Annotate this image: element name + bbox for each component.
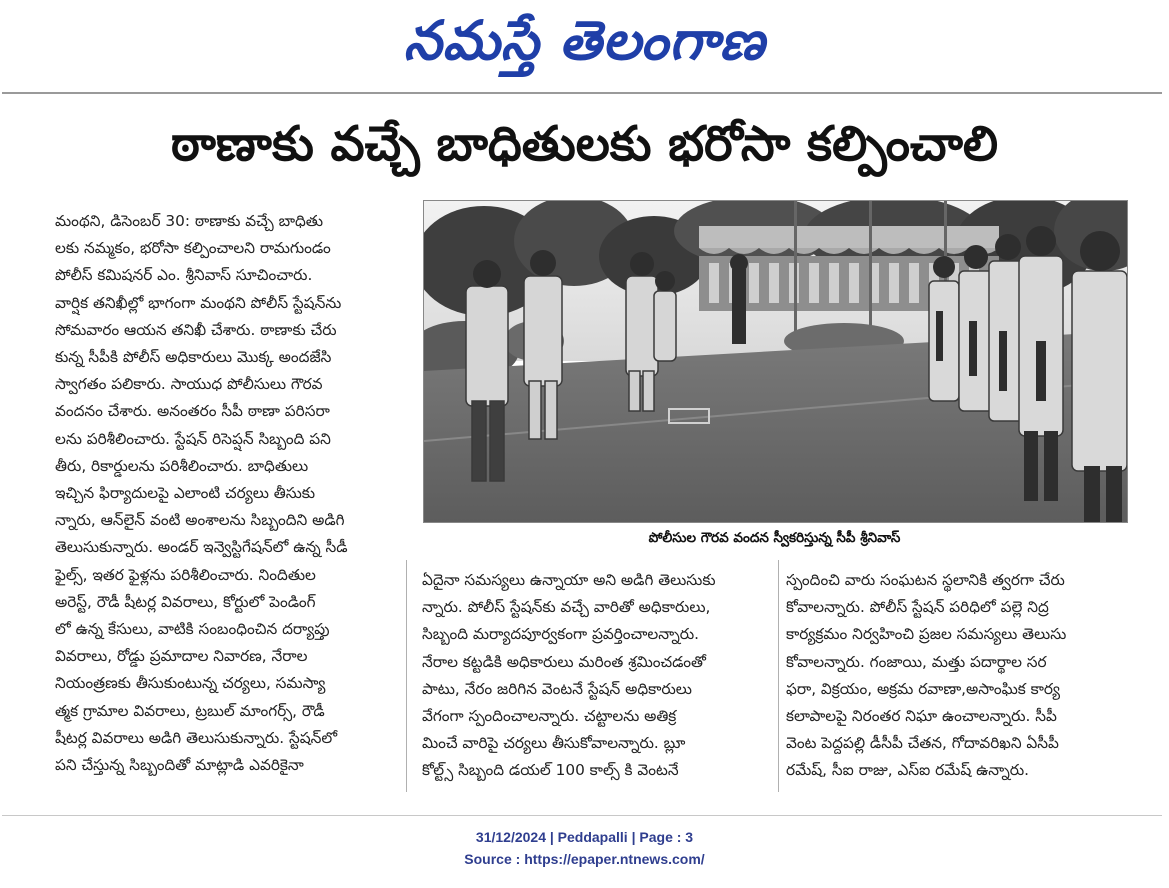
- footer-source-link[interactable]: Source : https://epaper.ntnews.com/: [464, 851, 705, 867]
- article-text-line: స్పందించి వారు సంఘటన స్థలానికి త్వరగా చేరు: [786, 571, 1065, 589]
- article-headline: ఠాణాకు వచ్చే బాధితులకు భరోసా కల్పించాలి: [170, 116, 999, 172]
- article-text-line: నేరాల కట్టడికి అధికారులు మరింత శ్రమించడంతో: [422, 652, 706, 671]
- masthead-logo: నమస్తే తెలంగాణ: [403, 9, 766, 72]
- article-text-line: కలాపాలపై నిరంతర నిఘా ఉంచాలన్నారు. సీపీ: [786, 707, 1057, 726]
- article-text-line: అరెస్ట్, రౌడీ షీటర్ల వివరాలు, కోర్టులో పెండింగ్: [55, 592, 316, 611]
- article-text-line: న్నారు, ఆన్‌లైన్ వంటి అంశాలను సిబ్బందిని అడిగి: [55, 511, 345, 530]
- article-text-line: కోవాలన్నారు. పోలీస్ స్టేషన్ పరిధిలో పల్లె నిద్ర: [786, 598, 1049, 617]
- photo-caption: పోలీసుల గౌరవ వందన స్వీకరిస్తున్న సీపీ శ్రీనివాస్: [648, 530, 901, 546]
- article-text-line: సోమవారం ఆయన తనిఖీ చేశారు. ఠాణాకు చేరు: [55, 320, 337, 339]
- article-text-line: వేగంగా స్పందించాలన్నారు. చట్టాలను అతిక్ర: [422, 707, 677, 726]
- article-text-line: కార్యక్రమం నిర్వహించి ప్రజల సమస్యలు తెలుసు: [786, 625, 1067, 644]
- article-text-line: స్వాగతం పలికారు. సాయుధ పోలీసులు గౌరవ: [55, 375, 323, 394]
- article-text-line: పని చేస్తున్న సిబ్బందితో మాట్లాడి ఎవరికైనా: [55, 756, 304, 775]
- article-text-line: వార్షిక తనిఖీల్లో భాగంగా మంథని పోలీస్ స్టేషన్‌ను: [55, 293, 342, 312]
- column-divider: [778, 560, 779, 792]
- article-text-line: లో ఉన్న కేసులు, వాటికి సంబంధించిన దర్యాప్తు: [55, 620, 330, 639]
- article-text-line: తీరు, రికార్డులను పరిశీలించారు. బాధితులు: [55, 456, 309, 475]
- article-text-line: వందనం చేశారు. అనంతరం సీపీ ఠాణా పరిసరా: [55, 402, 330, 421]
- article-text-line: సిబ్బంది మర్యాదపూర్వకంగా ప్రవర్తించాలన్నారు.: [422, 625, 699, 644]
- article-text-line: లను పరిశీలించారు. స్టేషన్ రిసెప్షన్ సిబ్బంది పని: [55, 429, 331, 448]
- footer-divider: [2, 815, 1162, 816]
- article-text-line: షీటర్ల వివరాలు అడిగి తెలుసుకున్నారు. స్టేషన్‌లో: [55, 728, 338, 747]
- article-text-line: వెంట పెద్దపల్లి డీసీపీ చేతన, గోదావరిఖని ఏసీపీ: [786, 734, 1059, 753]
- article-text-line: వివరాలు, రోడ్డు ప్రమాదాల నివారణ, నేరాల: [55, 647, 308, 666]
- article-text-line: న్నారు. పోలీస్ స్టేషన్‌కు వచ్చే వారితో అధికారులు,: [422, 598, 711, 617]
- article-text-line: రమేష్, సీఐ రాజు, ఎస్ఐ రమేష్ ఉన్నారు.: [786, 761, 1030, 780]
- masthead-divider: [2, 92, 1162, 94]
- article-text-line: తెలుసుకున్నారు. అండర్ ఇన్వెస్టిగేషన్‌లో ఉన్న సీడీ: [55, 538, 348, 557]
- article-text-line: ఏదైనా సమస్యలు ఉన్నాయా అని అడిగి తెలుసుకు: [422, 571, 716, 589]
- article-text-line: కున్న సీపీకి పోలీస్ అధికారులు మొక్క అందజేసి: [55, 348, 332, 367]
- article-column-2: [422, 567, 772, 785]
- article-text-line: నియంత్రణకు తీసుకుంటున్న చర్యలు, సమస్యా: [55, 674, 326, 693]
- article-text-line: లకు నమ్మకం, భరోసా కల్పించాలని రామగుండం: [55, 239, 331, 258]
- article-text-line: ఇచ్చిన ఫిర్యాదులపై ఎలాంటి చర్యలు తీసుకు: [55, 484, 316, 503]
- article-text-line: మంథని, డిసెంబర్ 30: ఠాణాకు వచ్చే బాధితు: [55, 212, 323, 230]
- article-photo: [423, 200, 1128, 523]
- article-column-3: [786, 567, 1141, 785]
- article-text-line: కోల్ట్స్ సిబ్బంది డయల్ 100 కాల్స్ కి వెంటనే: [422, 761, 679, 780]
- article-text-line: మించే వారిపై చర్యలు తీసుకోవాలన్నారు. బ్లూ: [422, 734, 686, 753]
- article-text-line: త్మక గ్రామాల వివరాలు, ట్రబుల్ మాంగర్స్, రౌడీ: [55, 701, 325, 720]
- article-text-line: ఫైల్స్, ఇతర ఫైళ్లను పరిశీలించారు. నిందితుల: [55, 565, 316, 584]
- police-salute-photo: [424, 201, 1127, 522]
- article-column-1: [55, 208, 392, 779]
- article-text-line: పాటు, నేరం జరిగిన వెంటనే స్టేషన్ అధికారులు: [422, 679, 692, 698]
- article-text-line: కోవాలన్నారు. గంజాయి, మత్తు పదార్థాల సర: [786, 652, 1047, 671]
- footer-date-edition: 31/12/2024 | Peddapalli | Page : 3: [475, 829, 694, 845]
- article-text-line: పోలీస్ కమిషనర్ ఎం. శ్రీనివాస్ సూచించారు.: [55, 266, 313, 285]
- article-text-line: ఫరా, విక్రయం, అక్రమ రవాణా,అసాంఘిక కార్య: [786, 679, 1060, 698]
- column-divider: [406, 560, 407, 792]
